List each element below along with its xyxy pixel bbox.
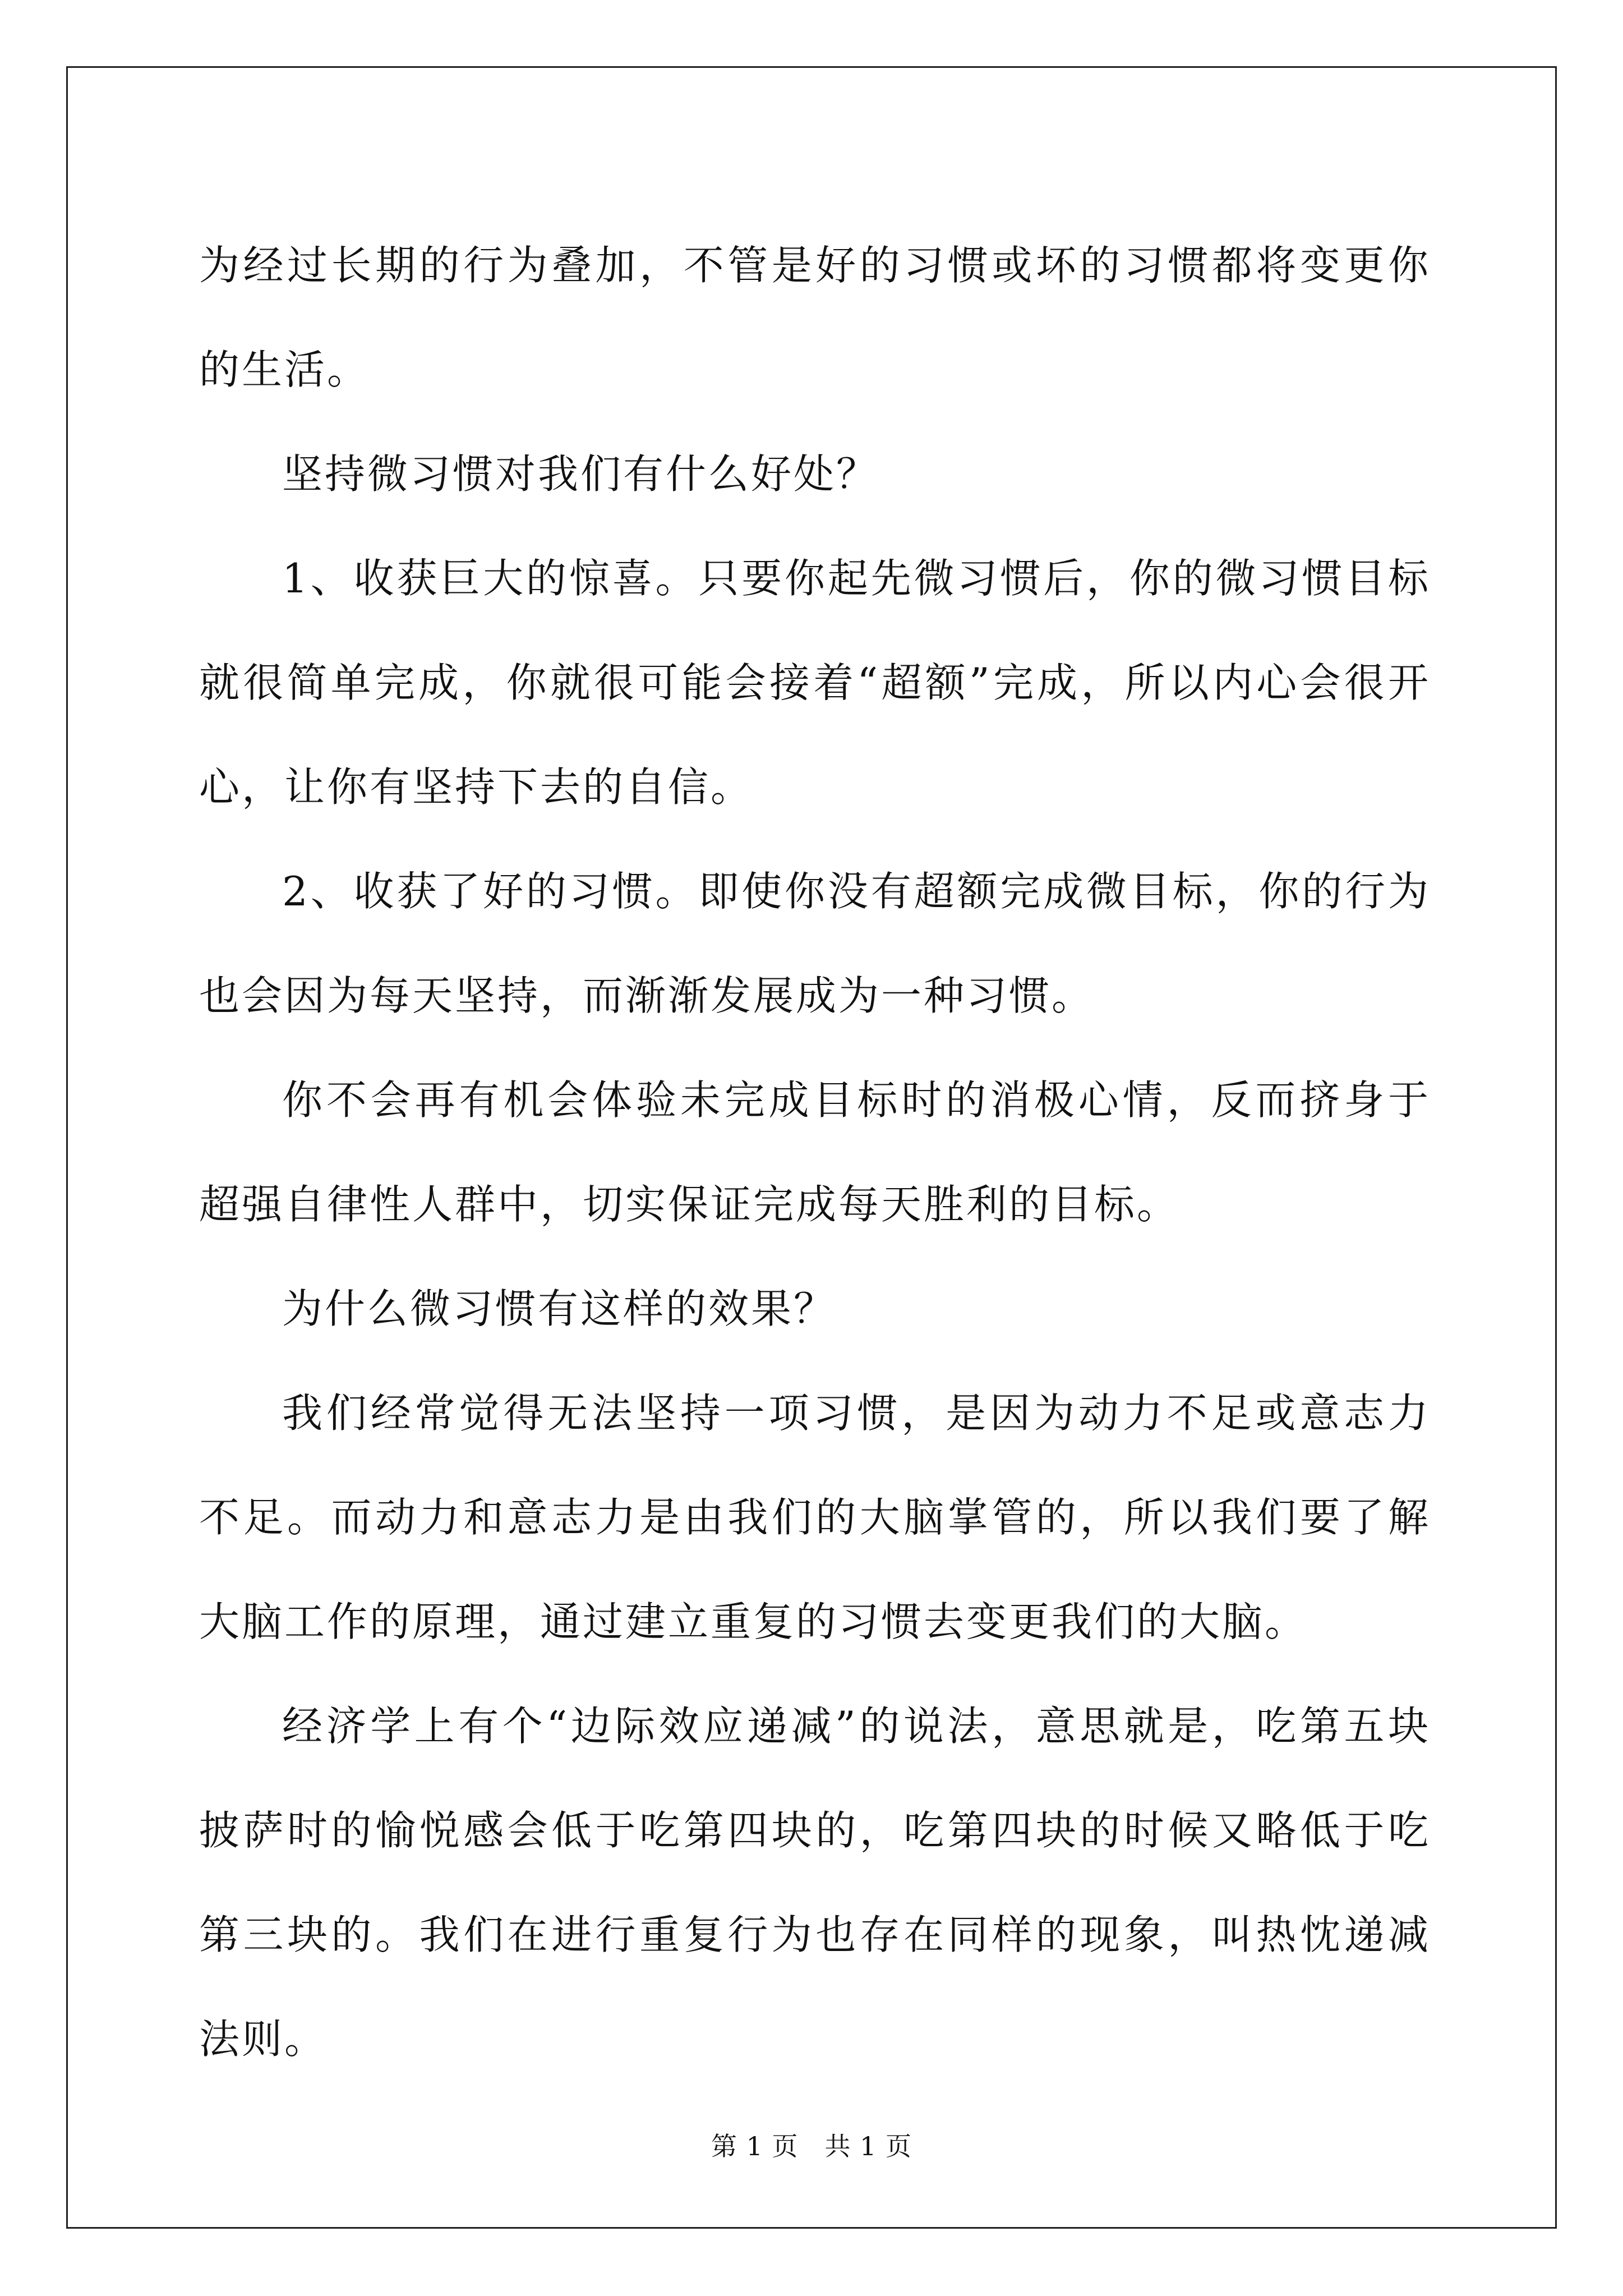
paragraph-1: 为经过长期的行为叠加，不管是好的习惯或坏的习惯都将变更你的生活。 [199, 242, 1431, 393]
paragraph-6: 为什么微习惯有这样的效果？ [282, 1285, 837, 1332]
paragraph-5: 你不会再有机会体验未完成目标时的消极心情，反而挤身于超强自律性人群中，切实保证完成每天胜利的目标。 [199, 1076, 1431, 1228]
paragraph-7: 我们经常觉得无法坚持一项习惯，是因为动力不足或意志力不足。而动力和意志力是由我们的大脑掌管的，所以我们要了解大脑工作的原理，通过建立重复的习惯去变更我们的大脑。 [199, 1389, 1431, 1645]
paragraph-8: 经济学上有个“边际效应递减”的说法，意思就是，吃第五块披萨时的愉悦感会低于吃第四块的，吃第四块的时候又略低于吃第三块的。我们在进行重复行为也存在同样的现象，叫热忱递减法则。 [199, 1703, 1431, 2063]
paragraph-2: 坚持微习惯对我们有什么好处？ [282, 450, 879, 498]
paragraph-3: 1、收获巨大的惊喜。只要你起先微习惯后，你的微习惯目标就很简单完成，你就很可能会接着“超额”完成，所以内心会很开心，让你有坚持下去的自信。 [199, 555, 1431, 811]
document-body [199, 213, 1431, 2091]
paragraph-4: 2、收获了好的习惯。即使你没有超额完成微目标，你的行为也会因为每天坚持，而渐渐发展成为一种习惯。 [199, 868, 1431, 1019]
page-number-footer: 第 1 页 共 1 页 [711, 2131, 912, 2161]
